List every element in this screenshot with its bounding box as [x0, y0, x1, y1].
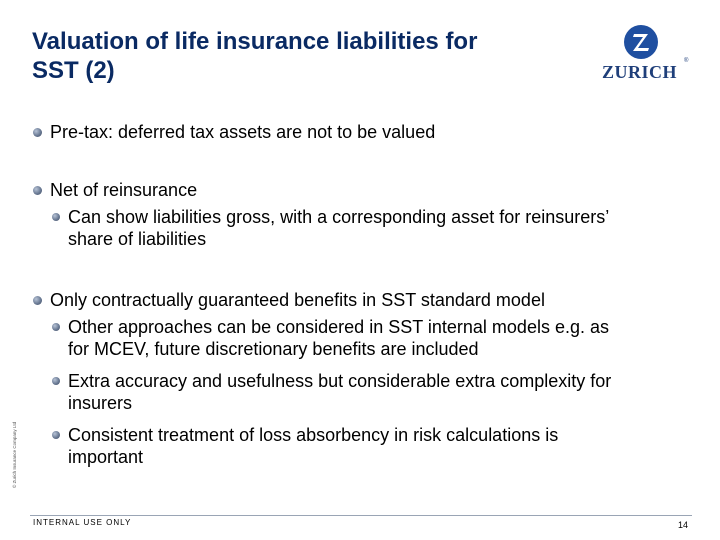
sub-bullet-line: Extra accuracy and usefulness but considerable extra complexity for: [68, 371, 612, 391]
bullet-item: [50, 179, 197, 201]
sub-bullet-icon: [52, 377, 60, 385]
bullet-text: Net of reinsurance: [50, 180, 198, 200]
sub-bullet-item: [68, 370, 611, 414]
sub-bullet-item: [68, 424, 558, 468]
sub-bullet-icon: [52, 323, 60, 331]
sub-bullet-line: for MCEV, future discretionary benefits are included: [68, 339, 479, 359]
classification-label: INTERNAL USE ONLY: [33, 518, 132, 527]
bullet-icon: [33, 186, 42, 195]
sub-bullet-line: important: [68, 447, 144, 467]
sub-bullet-line: share of liabilities: [68, 229, 207, 249]
sub-bullet-line: Can show liabilities gross, with a corresponding asset for reinsurers’: [68, 207, 610, 227]
sub-bullet-line: Other approaches can be considered in SST internal models e.g. as: [68, 317, 609, 337]
sub-bullet-item: [68, 316, 609, 360]
registered-mark: ®: [684, 58, 689, 64]
sub-bullet-icon: [52, 431, 60, 439]
footer-divider: [30, 515, 692, 516]
slide-title-line-2: SST (2): [32, 57, 115, 84]
bullet-item: [50, 289, 545, 311]
bullet-icon: [33, 128, 42, 137]
bullet-item: [50, 121, 435, 143]
bullet-text: Only contractually guaranteed benefits in SST standard model: [50, 290, 545, 310]
bullet-icon: [33, 296, 42, 305]
bullet-text: Pre-tax: deferred tax assets are not to be valued: [50, 122, 436, 142]
logo-wordmark: ZURICH: [602, 62, 678, 82]
sub-bullet-line: Consistent treatment of loss absorbency in risk calculations is: [68, 425, 559, 445]
sub-bullet-icon: [52, 213, 60, 221]
page-number: 14: [678, 520, 689, 530]
copyright-side-text: © Zurich Insurance Company Ltd: [12, 421, 17, 488]
sub-bullet-item: [68, 206, 609, 250]
slide-title-line-1: Valuation of life insurance liabilities for: [32, 28, 478, 55]
sub-bullet-line: insurers: [68, 393, 133, 413]
